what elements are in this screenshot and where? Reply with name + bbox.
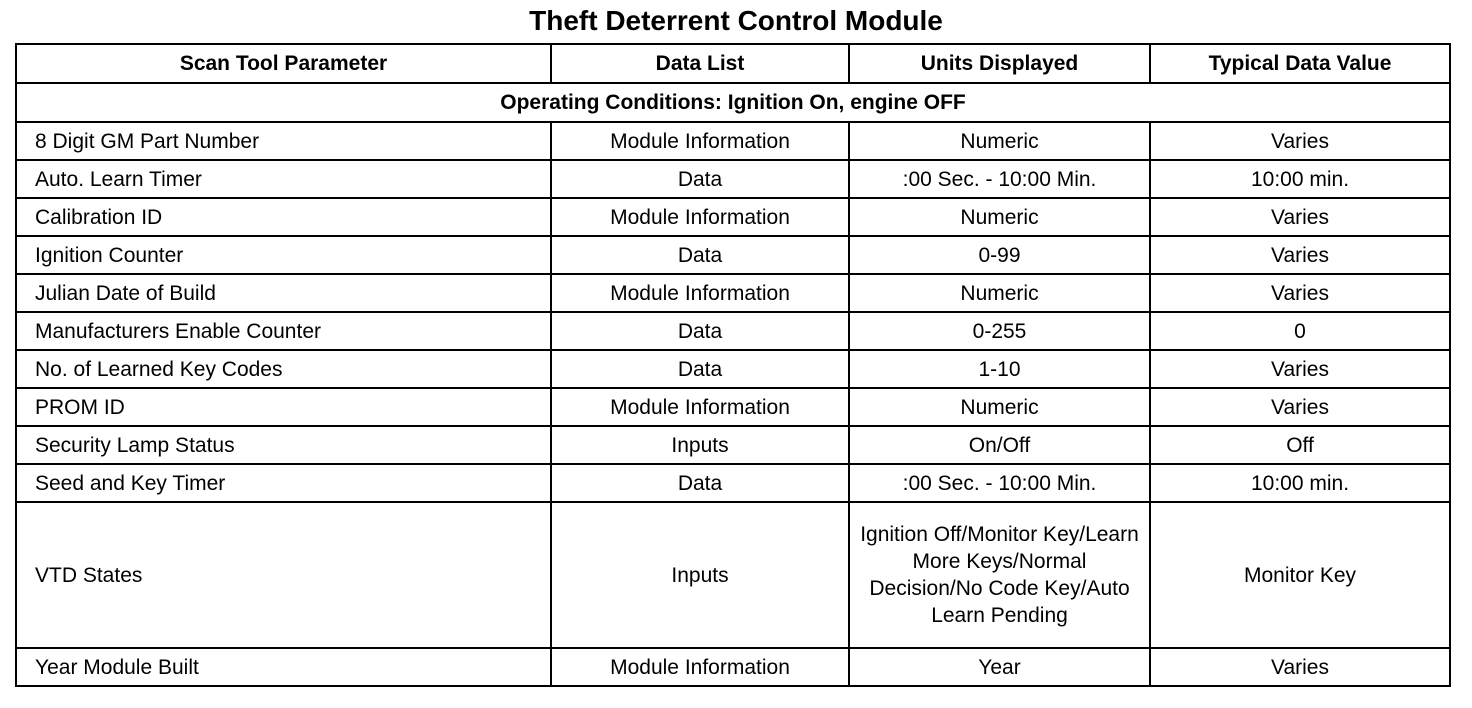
data-list-cell: Data <box>551 160 849 198</box>
parameter-table <box>15 43 1451 687</box>
table-row <box>16 198 1450 236</box>
typical-value-cell: Varies <box>1150 388 1450 426</box>
typical-value-cell: Varies <box>1150 648 1450 686</box>
column-header: Data List <box>551 44 849 83</box>
table-row <box>16 312 1450 350</box>
units-cell: Numeric <box>849 122 1150 160</box>
units-cell: :00 Sec. - 10:00 Min. <box>849 160 1150 198</box>
data-list-cell: Data <box>551 464 849 502</box>
parameter-cell: No. of Learned Key Codes <box>16 350 551 388</box>
data-list-cell: Data <box>551 236 849 274</box>
units-cell: Numeric <box>849 274 1150 312</box>
parameter-cell: 8 Digit GM Part Number <box>16 122 551 160</box>
operating-conditions: Operating Conditions: Ignition On, engine OFF <box>16 83 1450 122</box>
column-header: Units Displayed <box>849 44 1150 83</box>
column-header: Scan Tool Parameter <box>16 44 551 83</box>
table-row <box>16 648 1450 686</box>
units-cell: 0-99 <box>849 236 1150 274</box>
parameter-cell: Calibration ID <box>16 198 551 236</box>
typical-value-cell: Monitor Key <box>1150 502 1450 648</box>
data-list-cell: Module Information <box>551 122 849 160</box>
parameter-cell: VTD States <box>16 502 551 648</box>
parameter-cell: PROM ID <box>16 388 551 426</box>
typical-value-cell: 0 <box>1150 312 1450 350</box>
header-row <box>16 44 1450 83</box>
column-header: Typical Data Value <box>1150 44 1450 83</box>
units-cell: Numeric <box>849 198 1150 236</box>
table-row <box>16 236 1450 274</box>
parameter-cell: Manufacturers Enable Counter <box>16 312 551 350</box>
units-cell: On/Off <box>849 426 1150 464</box>
table-row <box>16 122 1450 160</box>
typical-value-cell: Varies <box>1150 122 1450 160</box>
typical-value-cell: Varies <box>1150 198 1450 236</box>
units-cell: :00 Sec. - 10:00 Min. <box>849 464 1150 502</box>
table-row <box>16 388 1450 426</box>
typical-value-cell: Varies <box>1150 350 1450 388</box>
table-row <box>16 160 1450 198</box>
data-list-cell: Data <box>551 312 849 350</box>
units-cell: 1-10 <box>849 350 1150 388</box>
operating-conditions-row <box>16 83 1450 122</box>
data-list-cell: Module Information <box>551 198 849 236</box>
typical-value-cell: 10:00 min. <box>1150 464 1450 502</box>
data-list-cell: Inputs <box>551 426 849 464</box>
units-cell: Numeric <box>849 388 1150 426</box>
table-row <box>16 350 1450 388</box>
table-row <box>16 274 1450 312</box>
typical-value-cell: Off <box>1150 426 1450 464</box>
units-cell: 0-255 <box>849 312 1150 350</box>
data-list-cell: Data <box>551 350 849 388</box>
typical-value-cell: Varies <box>1150 274 1450 312</box>
typical-value-cell: 10:00 min. <box>1150 160 1450 198</box>
table-title: Theft Deterrent Control Module <box>529 5 943 36</box>
data-list-cell: Module Information <box>551 388 849 426</box>
data-list-cell: Module Information <box>551 648 849 686</box>
table-row <box>16 426 1450 464</box>
parameter-cell: Seed and Key Timer <box>16 464 551 502</box>
parameter-cell: Julian Date of Build <box>16 274 551 312</box>
data-list-cell: Module Information <box>551 274 849 312</box>
parameter-cell: Auto. Learn Timer <box>16 160 551 198</box>
table-row <box>16 464 1450 502</box>
parameter-cell: Year Module Built <box>16 648 551 686</box>
typical-value-cell: Varies <box>1150 236 1450 274</box>
parameter-cell: Ignition Counter <box>16 236 551 274</box>
data-list-cell: Inputs <box>551 502 849 648</box>
table-row <box>16 502 1450 648</box>
parameter-cell: Security Lamp Status <box>16 426 551 464</box>
units-cell: Year <box>849 648 1150 686</box>
units-cell: Ignition Off/Monitor Key/Learn More Keys/Normal Decision/No Code Key/Auto Learn Pending <box>849 502 1150 648</box>
